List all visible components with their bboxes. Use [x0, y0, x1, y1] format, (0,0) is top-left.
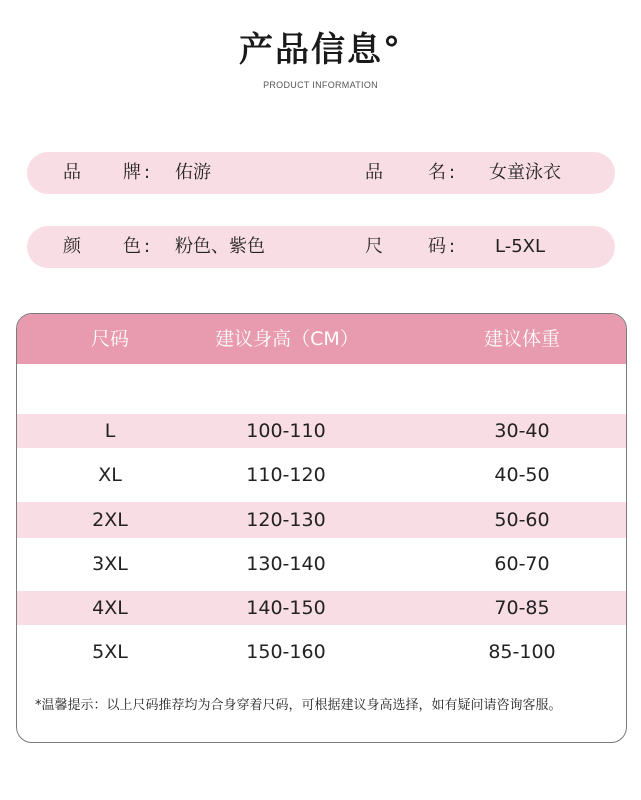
info-row-brand-name: [27, 152, 615, 194]
row-weight: 60-70: [494, 553, 550, 575]
header-weight: 建议体重: [483, 328, 560, 350]
row-height: 140-150: [246, 597, 326, 619]
size-table: [16, 313, 627, 743]
table-row: [17, 414, 626, 448]
table-row: [17, 458, 626, 492]
info-row-color-size: [27, 226, 615, 268]
name-label-char-1: 品: [365, 162, 383, 183]
row-size: XL: [98, 464, 122, 486]
page-title: 产品信息°: [239, 30, 402, 70]
table-row: [17, 634, 626, 670]
row-height: 100-110: [246, 420, 326, 442]
table-row: [17, 591, 626, 625]
row-size: 2XL: [92, 509, 128, 531]
row-height: 150-160: [246, 641, 326, 663]
size-label-char-2: 码: [428, 236, 446, 257]
row-weight: 40-50: [494, 464, 550, 486]
row-weight: 85-100: [488, 641, 556, 663]
row-size: 4XL: [92, 597, 128, 619]
header-height: 建议身高（CM）: [215, 328, 359, 350]
name-label-char-2: 名: [428, 162, 446, 183]
row-weight: 50-60: [494, 509, 550, 531]
row-weight: 30-40: [494, 420, 550, 442]
row-height: 110-120: [246, 464, 326, 486]
row-weight: 70-85: [494, 597, 550, 619]
color-label-char-1: 颜: [63, 236, 81, 257]
size-label-char-1: 尺: [365, 236, 383, 257]
size-colon: :: [449, 236, 456, 257]
row-size: 3XL: [92, 553, 128, 575]
brand-value: 佑游: [175, 162, 211, 183]
row-size: L: [104, 420, 116, 442]
color-value: 粉色、紫色: [175, 236, 265, 257]
row-height: 130-140: [246, 553, 326, 575]
size-value: L-5XL: [495, 236, 546, 257]
color-colon: :: [144, 236, 151, 257]
size-table-header: [17, 314, 626, 364]
brand-label-char-2: 牌: [123, 162, 141, 183]
row-size: 5XL: [92, 641, 128, 663]
page-header: [0, 28, 641, 90]
brand-colon: :: [144, 162, 151, 183]
page-subtitle: PRODUCT INFORMATION: [263, 80, 378, 90]
brand-label-char-1: 品: [63, 162, 81, 183]
row-height: 120-130: [246, 509, 326, 531]
table-row: [17, 502, 626, 538]
name-value: 女童泳衣: [489, 162, 561, 183]
size-note: *温馨提示：以上尺码推荐均为合身穿着尺码，可根据建议身高选择，如有疑问请咨询客服。: [35, 698, 562, 713]
table-row: [17, 546, 626, 582]
color-label-char-2: 色: [123, 236, 141, 257]
name-colon: :: [449, 162, 456, 183]
header-size: 尺码: [90, 328, 129, 350]
